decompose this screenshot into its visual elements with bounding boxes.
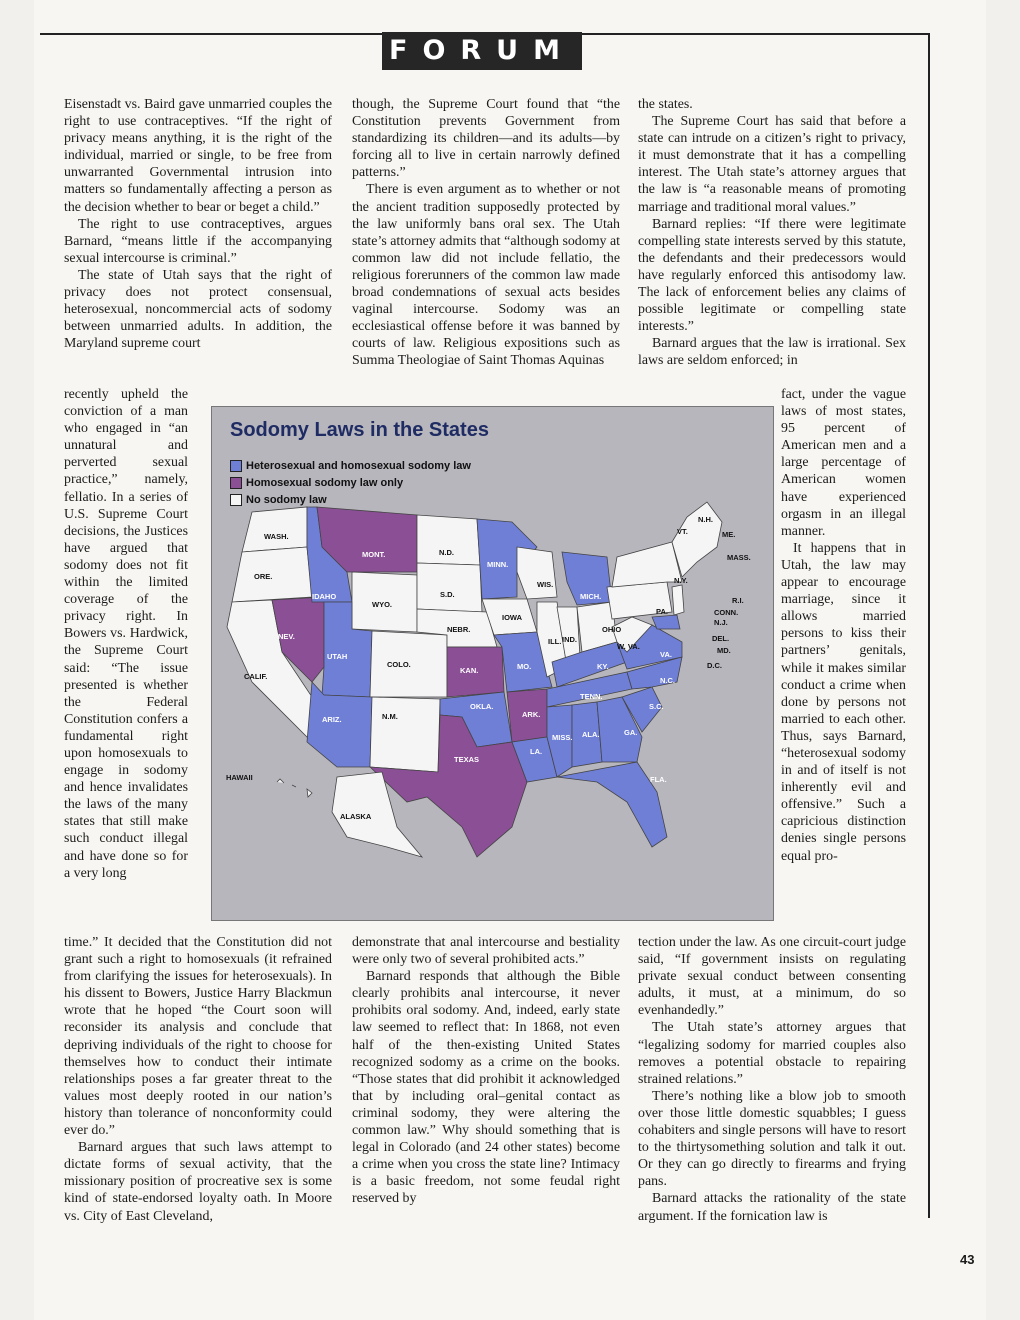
paragraph: The Utah state’s attorney argues that “legalizing sodomy for married couples also removes a potential obstacle to repairing strained relations.” xyxy=(638,1020,906,1087)
state-label: MONT. xyxy=(362,550,386,559)
state-label: MISS. xyxy=(552,733,573,742)
state-ny xyxy=(612,542,682,587)
state-label: VA. xyxy=(660,650,672,659)
state-label: CONN. xyxy=(714,608,739,617)
state-label: IOWA xyxy=(502,613,522,622)
state-label: PA. xyxy=(656,607,668,616)
paragraph: fact, under the vague laws of most states, 95 percent of American men and a large percentage of American women have experienced orgasm in an illegal manner. xyxy=(781,387,906,539)
paragraph: The state of Utah says that the right of privacy does not protect consensual, heterosexual, noncommercial acts of sodomy between unmarried adults. In addition, the Maryland supreme court xyxy=(64,267,332,352)
state-sd xyxy=(417,563,482,612)
state-hawaii xyxy=(277,779,312,797)
state-label: HAWAII xyxy=(226,773,253,782)
paragraph: Barnard argues that such laws attempt to dictate forms of sexual activity, that the missionary position of procreative sex is some kind of state-endorsed loyalty oath. In Moore vs. City of East Cleveland, xyxy=(64,1140,332,1224)
state-label: N.M. xyxy=(382,712,398,721)
paragraph: Eisenstadt vs. Baird gave unmarried couples the right to use contraceptives. “If the right of privacy means anything, it is the right of the individual, married or single, to be free from unwarranted Governmental intrusion into matters so fundamentally affecting a person as the decision whether to bear or beget a child.” xyxy=(64,97,332,215)
state-label: ILL. xyxy=(548,637,562,646)
state-label: N.J. xyxy=(714,618,728,627)
state-md xyxy=(652,615,680,629)
state-label: N.D. xyxy=(439,548,454,557)
paragraph: time.” It decided that the Constitution did not grant such a right to homosexuals (it refrained from clarifying the issues for heterosexuals). In his dissent to Bowers, Justice Harry Blackmun wrote that he hoped “the Court soon will reconsider its analysis and conclude that depriving individuals of the right to choose for themselves how to conduct their intimate relationships poses a far greater threat to the values most deeply rooted in our nation’s history than tolerance of nonconformity could ever do.” xyxy=(64,935,332,1139)
map-title: Sodomy Laws in the States xyxy=(230,419,489,441)
state-label: N.C. xyxy=(660,676,675,685)
state-label: VT. xyxy=(677,527,688,536)
state-label: MO. xyxy=(517,662,532,671)
paragraph: Barnard replies: “If there were legitimate compelling state interests served by this statute, the defendants and their predecessors would have regularly enforced this antisodomy law. The lack of enforcement belies any claims of possible legitimate or compelling state interests.” xyxy=(638,216,906,335)
column-2 xyxy=(352,96,620,370)
paragraph: The Supreme Court has said that before a state can intrude on a citizen’s right to privacy, it must demonstrate that it has a compelling interest. The Utah state’s attorney argues that the law is “a reasonable means of promoting marriage and traditional moral values.” xyxy=(638,114,906,215)
state-wash xyxy=(242,507,307,552)
state-label: NEV. xyxy=(278,632,295,641)
state-label: D.C. xyxy=(707,661,722,670)
state-label: IDAHO xyxy=(312,592,337,601)
legend-item: No sodomy law xyxy=(230,491,471,508)
lower-column-1 xyxy=(64,934,332,1225)
state-label: S.D. xyxy=(440,590,455,599)
state-label: FLA. xyxy=(650,775,667,784)
paragraph: Barnard responds that although the Bible clearly prohibits anal intercourse, it never prohibits oral sodomy. And, indeed, early state law seemed to reflect that: In 1868, not even half of the then-existing United States recognized sodomy as a crime on the books. “Those states that did prohibit it acknowledged that by including oral–genital contact as criminal sodomy, they were altering the common law.” Why should something that is legal in Colorado (and 24 other states) become a crime when you cross the state line? Intimacy is a basic freedom, not some feudal right reserved by xyxy=(352,969,620,1207)
state-label: TEXAS xyxy=(454,755,480,764)
right-rule xyxy=(928,33,930,1218)
paragraph: There is even argument as to whether or not the ancient tradition supposedly protected by the law uniformly bans oral sex. The Utah state’s attorney admits that “although sodomy at common law did not include fellatio, the religious forerunners of the common law made broad condemnations of sexual acts besides vaginal intercourse. Sodomy was an ecclesiastical offense before it was banned by courts of law. Religious expositions such as Summa Theologiae of Saint Thomas Aquinas xyxy=(352,182,620,369)
state-new-england xyxy=(672,502,722,577)
paragraph: recently upheld the conviction of a man who engaged in “an unnatural and perverted sexual practice,” namely, fellatio. In a series of U.S. Supreme Court decisions, the Justices have argued that sodomy does not fit within the limited coverage of the privacy right. In Bowers vs. Hardwick, the Supreme Court said: “The issue presented is whether the Federal Constitution confers a fundamental right upon homosexuals to engage in sodomy and hence invalidates the laws of the many states that still make such conduct illegal and have done so for a very long xyxy=(64,387,188,881)
paragraph: There’s nothing like a blow job to smooth over those little domestic squabbles; I guess cohabiters and single persons will have to resort to the thirtysomething solution and talk it out. Or they can go directly to firearms and frying pans. xyxy=(638,1088,906,1190)
paragraph: Barnard attacks the rationality of the state argument. If the fornication law is xyxy=(638,1191,906,1224)
state-label: MD. xyxy=(717,646,731,655)
legend-item: Homosexual sodomy law only xyxy=(230,474,471,491)
state-nj xyxy=(672,585,684,615)
state-label: COLO. xyxy=(387,660,411,669)
paragraph: tection under the law. As one circuit-court judge said, “If government insists on regulating private sexual conduct between consenting adults, it must, at a minimum, do so evenhandedly.” xyxy=(638,935,906,1019)
state-label: UTAH xyxy=(327,652,348,661)
paragraph: the states. xyxy=(638,97,693,112)
lower-column-2 xyxy=(352,934,620,1208)
state-label: MINN. xyxy=(487,560,509,569)
lower-column-3 xyxy=(638,934,906,1225)
column-1 xyxy=(64,96,332,352)
state-label: R.I. xyxy=(732,596,744,605)
us-map xyxy=(212,407,773,920)
state-label: WASH. xyxy=(264,532,289,541)
state-nm xyxy=(370,697,440,772)
state-label: WYO. xyxy=(372,600,392,609)
state-label: ARIZ. xyxy=(322,715,342,724)
state-label: S.C. xyxy=(649,702,664,711)
page-number: 43 xyxy=(960,1252,975,1267)
section-banner: FORUM xyxy=(382,32,582,70)
paragraph: though, the Supreme Court found that “the Constitution prevents Government from standardizing its children—and its adults—by forcing all to live in certain narrowly defined patterns.” xyxy=(352,97,620,181)
legend-item: Heterosexual and homosexual sodomy law xyxy=(230,457,471,474)
state-label: DEL. xyxy=(712,634,730,643)
column-3 xyxy=(638,96,906,370)
state-label: ALASKA xyxy=(340,812,372,821)
state-label: MASS. xyxy=(727,553,751,562)
paragraph: The right to use contraceptives, argues Barnard, “means little if the accompanying sexual intercourse is criminal.” xyxy=(64,216,332,266)
state-label: N.H. xyxy=(698,515,713,524)
state-wis xyxy=(517,547,557,599)
state-label: NEBR. xyxy=(447,625,471,634)
state-label: CALIF. xyxy=(244,672,268,681)
state-label: OHIO xyxy=(602,625,622,634)
state-label: KAN. xyxy=(460,666,479,675)
paragraph: Barnard argues that the law is irrational. Sex laws are seldom enforced; in xyxy=(638,336,906,369)
state-label: OKLA. xyxy=(470,702,494,711)
state-label: ORE. xyxy=(254,572,273,581)
state-label: W. VA. xyxy=(617,642,640,651)
paragraph: demonstrate that anal intercourse and bestiality were only two of several prohibited acts.” xyxy=(352,935,620,968)
paragraph: It happens that in Utah, the law may appear to encourage marriage, since it allows married persons to kiss their partners’ genitals, while it makes similar conduct a crime when done by persons not married to each other. Thus, says Barnard, “heterosexual sodomy in and of itself is not inherently evil and offensive.” Such a capricious distinction denies single persons equal pro- xyxy=(781,540,906,864)
state-label: KY. xyxy=(597,662,609,671)
state-label: IND. xyxy=(562,635,577,644)
state-nd xyxy=(417,515,480,565)
state-label: N.Y. xyxy=(674,576,688,585)
state-label: MICH. xyxy=(580,592,602,601)
wrap-text-right xyxy=(781,386,906,865)
state-label: TENN. xyxy=(580,692,603,701)
state-label: ME. xyxy=(722,530,736,539)
state-label: WIS. xyxy=(537,580,554,589)
state-label: GA. xyxy=(624,728,638,737)
state-label: ALA. xyxy=(582,730,600,739)
sodomy-laws-map xyxy=(211,406,774,921)
state-label: ARK. xyxy=(522,710,541,719)
wrap-text-left xyxy=(64,386,188,882)
state-label: LA. xyxy=(530,747,543,756)
